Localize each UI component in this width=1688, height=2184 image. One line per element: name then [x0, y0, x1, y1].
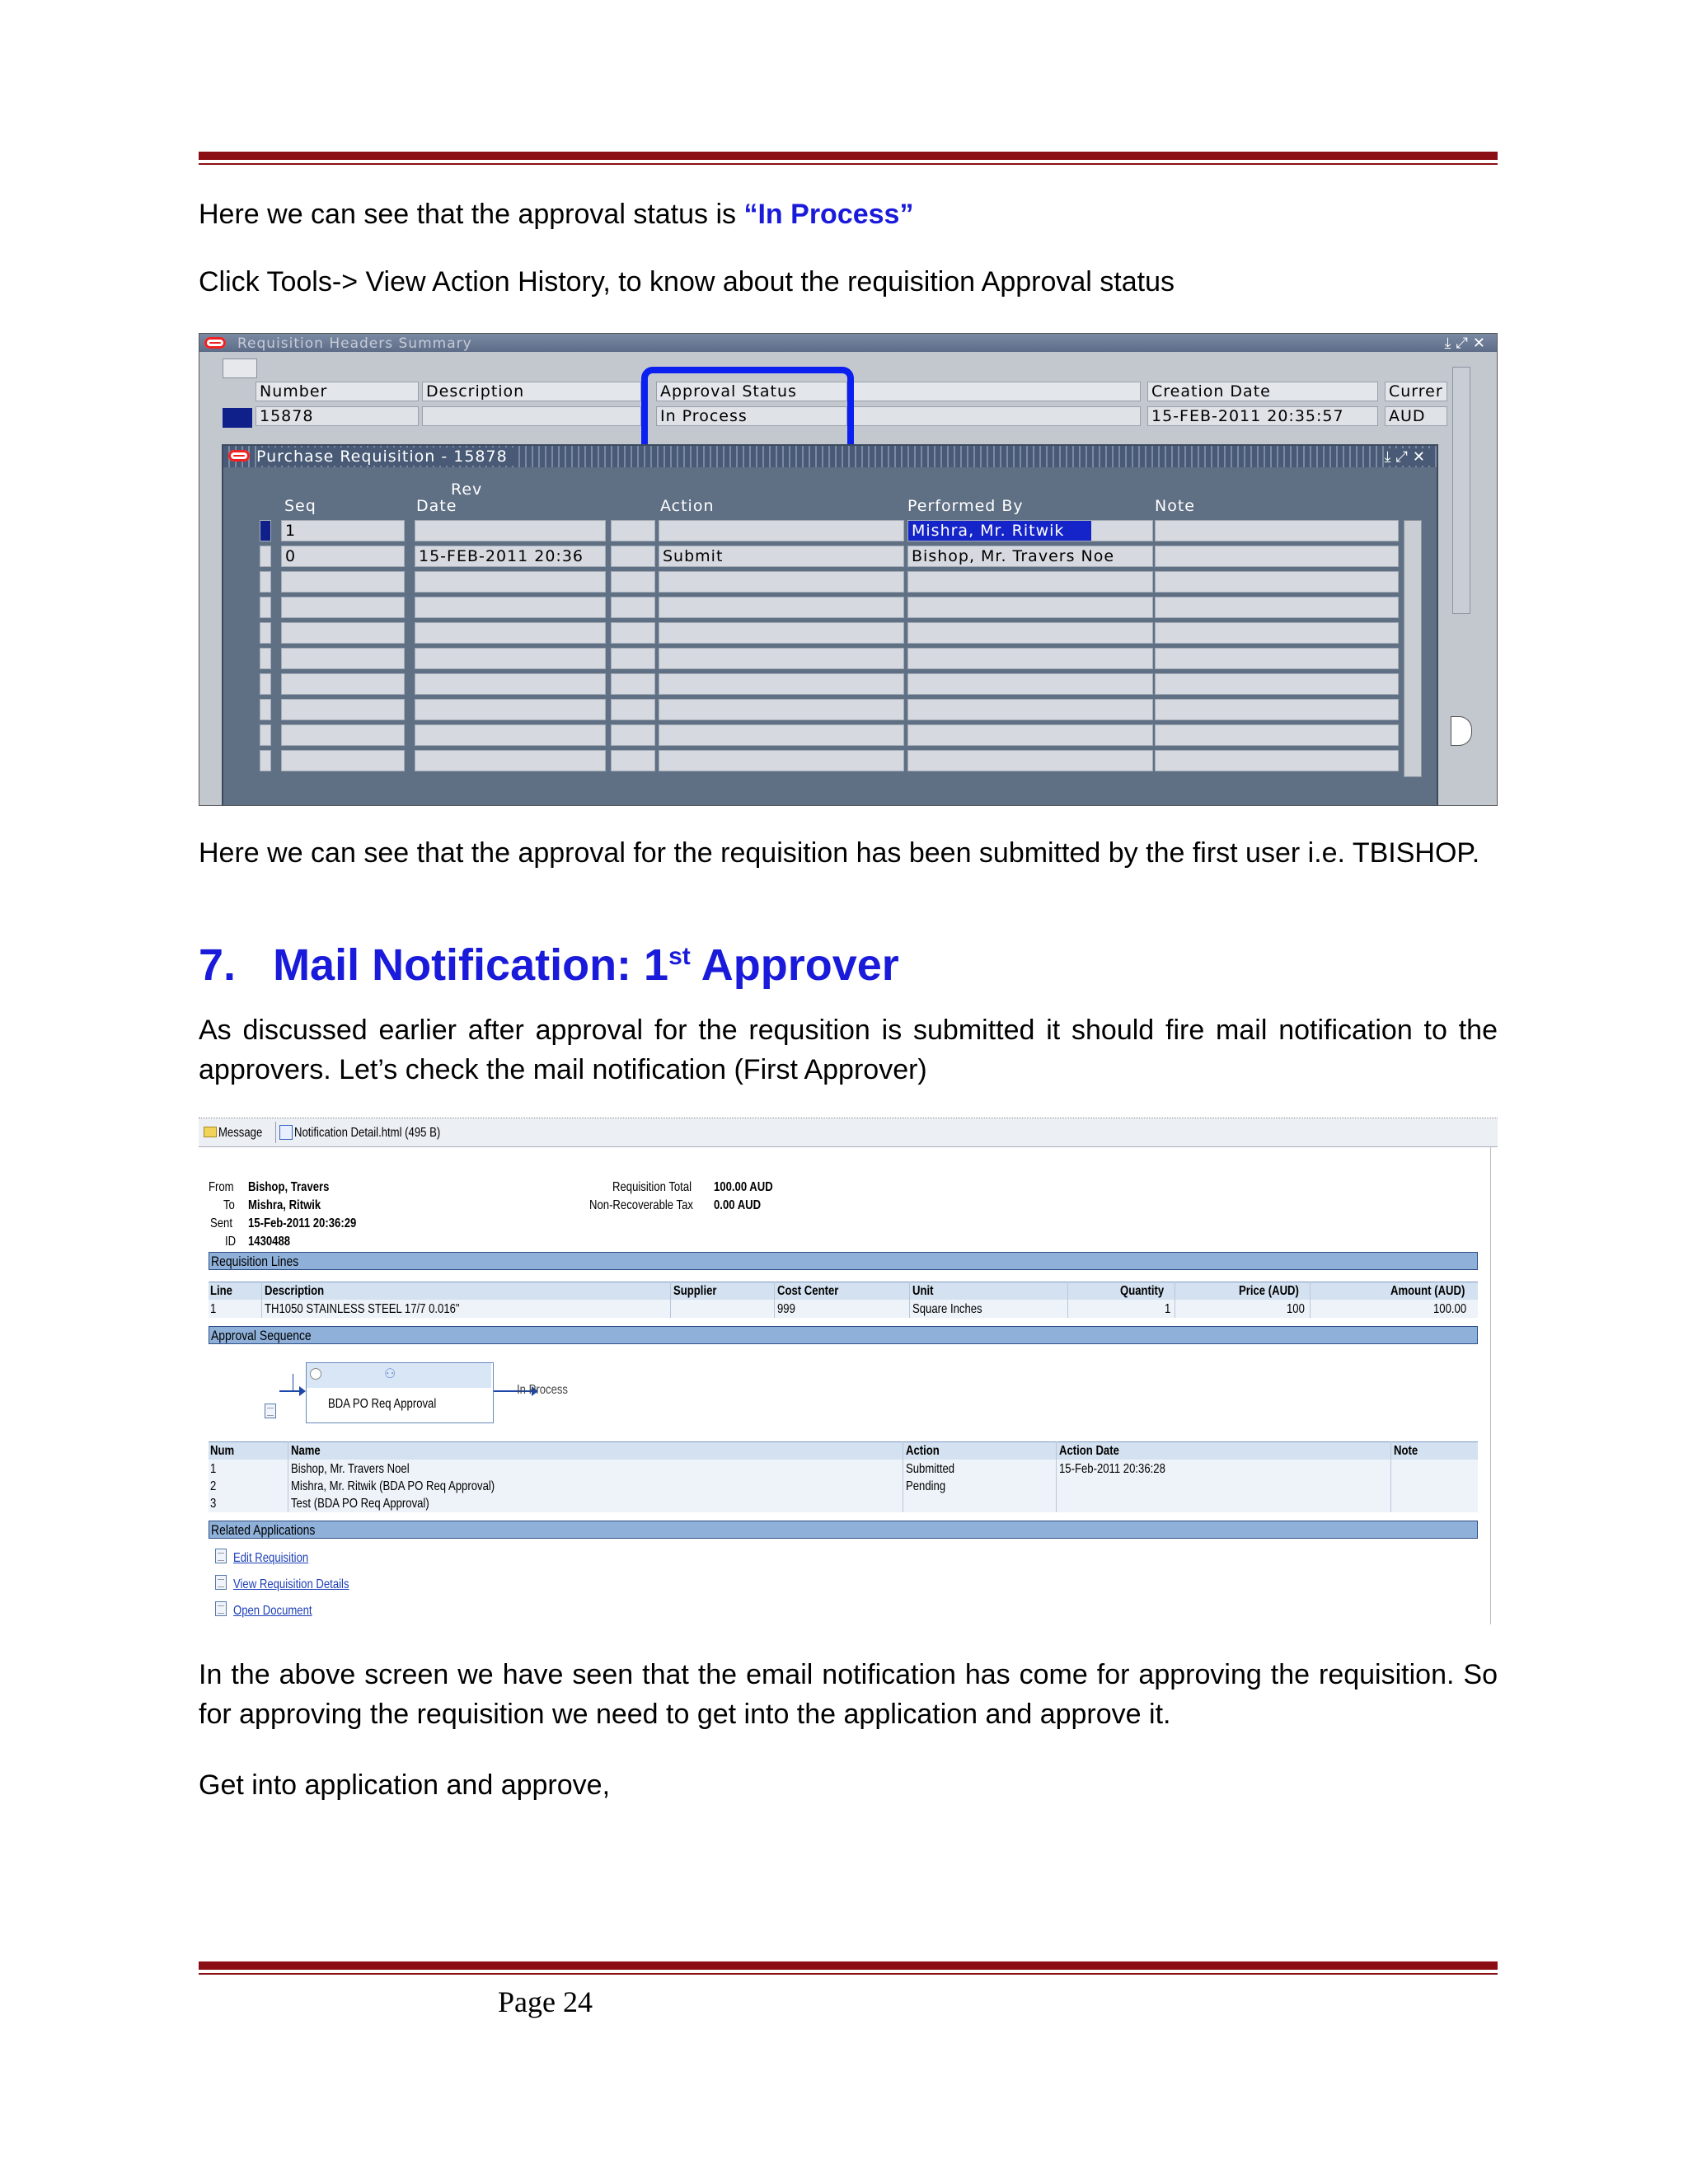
- lines-col-price: Price (AUD): [1239, 1284, 1299, 1298]
- history-cell-date[interactable]: [415, 571, 606, 593]
- view-requisition-details-link[interactable]: View Requisition Details: [233, 1577, 349, 1591]
- field-description[interactable]: [422, 406, 641, 426]
- history-cell-rev[interactable]: [611, 520, 655, 541]
- clock-icon: [310, 1368, 321, 1380]
- intro-line-1: [199, 194, 1498, 234]
- seq-cell-action: Pending: [906, 1479, 946, 1493]
- open-document-link[interactable]: Open Document: [233, 1604, 312, 1618]
- seq-cell-name: Test (BDA PO Req Approval): [291, 1497, 429, 1511]
- intro-line-2: Click Tools-> View Action History, to know about the requisition Approval status: [199, 266, 1175, 298]
- col-header-approval-status: Approval Status: [656, 382, 847, 401]
- col-divider: [1390, 1441, 1391, 1512]
- seq-cell-name: Mishra, Mr. Ritwik (BDA PO Req Approval): [291, 1479, 495, 1493]
- history-cell-performed-by[interactable]: [907, 571, 1153, 593]
- sub-window-title: Purchase Requisition - 15878: [256, 448, 518, 466]
- history-cell-action[interactable]: [659, 622, 904, 644]
- scroll-knob-icon: [1451, 716, 1472, 746]
- history-cell-rev[interactable]: [611, 571, 655, 593]
- oracle-logo-icon: [204, 337, 226, 349]
- history-cell-note[interactable]: [1155, 724, 1399, 746]
- history-cell-seq[interactable]: [281, 597, 405, 618]
- lines-cell-quantity: 1: [1165, 1302, 1171, 1316]
- history-row-selector[interactable]: [260, 546, 271, 567]
- lines-cell-unit: Square Inches: [912, 1302, 982, 1316]
- history-cell-note[interactable]: [1155, 648, 1399, 669]
- history-cell-rev[interactable]: [611, 546, 655, 567]
- field-number[interactable]: 15878: [256, 406, 419, 426]
- lines-col-quantity: Quantity: [1120, 1284, 1165, 1298]
- history-cell-date[interactable]: [415, 622, 606, 644]
- section-approval-title: Approval Sequence: [211, 1328, 312, 1343]
- para-get-into: Get into application and approve,: [199, 1769, 611, 1801]
- seq-cell-name: Bishop, Mr. Travers Noel: [291, 1462, 410, 1476]
- seq-col-name: Name: [291, 1444, 321, 1458]
- people-icon: ⚇: [384, 1367, 396, 1381]
- col-label-rev: Rev: [451, 480, 483, 499]
- history-cell-note[interactable]: [1155, 597, 1399, 618]
- tab-file[interactable]: Notification Detail.html (495 B): [294, 1126, 441, 1140]
- from-value: Bishop, Travers: [248, 1180, 330, 1194]
- id-value: 1430488: [248, 1235, 291, 1249]
- seq-cell-num: 3: [210, 1497, 217, 1511]
- oracle-forms-screenshot: [199, 333, 1498, 806]
- para-submitted: Here we can see that the approval for the requisition has been submitted by the first user i.e. TBISHOP.: [199, 837, 1480, 869]
- history-cell-note[interactable]: [1155, 673, 1399, 695]
- lines-cell-description: TH1050 STAINLESS STEEL 17/7 0.016": [265, 1302, 460, 1316]
- col-divider: [774, 1282, 775, 1318]
- history-cell-rev[interactable]: [611, 673, 655, 695]
- history-cell-action[interactable]: [659, 648, 904, 669]
- para-discussed: As discussed earlier after approval for the requsition is submitted it should fire mail notification to the approvers. Let’s check the mail notification (First Approver): [199, 1015, 1498, 1085]
- history-cell-date[interactable]: [415, 750, 606, 771]
- history-cell-rev[interactable]: [611, 648, 655, 669]
- seq-cell-action: Submitted: [906, 1462, 955, 1476]
- history-cell-date[interactable]: [415, 597, 606, 618]
- html-file-icon: [279, 1125, 293, 1140]
- seq-cell-num: 2: [210, 1479, 217, 1493]
- purchase-requisition-window: [222, 444, 1438, 806]
- history-row-selector[interactable]: [260, 724, 271, 746]
- col-divider: [1067, 1282, 1068, 1318]
- history-cell-seq[interactable]: [281, 724, 405, 746]
- history-cell-note[interactable]: [1155, 520, 1399, 541]
- row-selector[interactable]: [223, 408, 252, 428]
- sent-label: Sent: [210, 1216, 232, 1230]
- history-cell-note[interactable]: [1155, 546, 1399, 567]
- history-cell-date[interactable]: [415, 520, 606, 541]
- history-cell-seq[interactable]: 0: [281, 546, 405, 567]
- lines-col-description: Description: [265, 1284, 325, 1298]
- forms-titlebar: [199, 334, 1497, 352]
- section-related-title: Related Applications: [211, 1522, 316, 1538]
- approval-status-label: In Process: [517, 1383, 568, 1397]
- heading-text: Mail Notification: 1: [273, 940, 669, 990]
- right-border: [1490, 1146, 1491, 1624]
- history-cell-performed-by[interactable]: Mishra, Mr. Ritwik: [907, 520, 1153, 541]
- section-lines-title: Requisition Lines: [211, 1254, 299, 1269]
- status-highlight: “In Process”: [743, 199, 914, 230]
- history-cell-date[interactable]: [415, 648, 606, 669]
- seq-cell-action-date: 15-Feb-2011 20:36:28: [1059, 1462, 1165, 1476]
- seq-col-action-date: Action Date: [1059, 1444, 1119, 1458]
- field-currency[interactable]: AUD: [1385, 406, 1447, 426]
- history-row-selector[interactable]: [260, 750, 271, 771]
- tab-divider: [275, 1122, 276, 1143]
- page-number: Page 24: [498, 1985, 593, 2018]
- history-cell-note[interactable]: [1155, 622, 1399, 644]
- main-scrollbar[interactable]: [1452, 367, 1470, 614]
- tab-message[interactable]: Message: [218, 1126, 263, 1140]
- section-heading: [199, 940, 899, 991]
- field-approval-status[interactable]: In Process: [656, 406, 847, 426]
- from-label: From: [209, 1180, 234, 1194]
- heading-sup: st: [668, 943, 691, 970]
- col-divider: [1310, 1282, 1311, 1318]
- document-icon: [215, 1575, 227, 1590]
- to-value: Mishra, Ritwik: [248, 1198, 321, 1212]
- sub-titlebar: [223, 446, 1437, 467]
- history-cell-rev[interactable]: [611, 622, 655, 644]
- seq-col-num: Num: [210, 1444, 235, 1458]
- history-cell-seq[interactable]: [281, 571, 405, 593]
- history-cell-seq[interactable]: [281, 673, 405, 695]
- seq-col-note: Note: [1394, 1444, 1418, 1458]
- col-header-currency: Currer: [1385, 382, 1447, 401]
- col-label-date: Date: [416, 497, 457, 515]
- history-cell-rev[interactable]: [611, 597, 655, 618]
- edit-requisition-link[interactable]: Edit Requisition: [233, 1551, 309, 1565]
- col-header-creation-date: Creation Date: [1147, 382, 1378, 401]
- seq-header-row: [209, 1441, 1478, 1460]
- history-cell-performed-by[interactable]: [907, 699, 1153, 720]
- history-cell-date[interactable]: [415, 724, 606, 746]
- history-cell-performed-by[interactable]: [907, 750, 1153, 771]
- lines-cell-cost-center: 999: [777, 1302, 795, 1316]
- col-divider: [1056, 1441, 1057, 1512]
- history-cell-performed-by[interactable]: [907, 597, 1153, 618]
- envelope-icon: [204, 1127, 217, 1137]
- col-divider: [261, 1282, 262, 1318]
- history-cell-note[interactable]: [1155, 571, 1399, 593]
- field-creation-date[interactable]: 15-FEB-2011 20:35:57: [1147, 406, 1378, 426]
- history-cell-date[interactable]: 15-FEB-2011 20:36: [415, 546, 606, 567]
- col-divider: [670, 1282, 671, 1318]
- id-label: ID: [225, 1235, 237, 1249]
- req-total-value: 100.00 AUD: [714, 1180, 773, 1194]
- history-cell-rev[interactable]: [611, 699, 655, 720]
- para-above: In the above screen we have seen that the email notification has come for approving the requisition. So for approving the requisition we need to get into the application and approve it.: [199, 1659, 1498, 1730]
- sent-value: 15-Feb-2011 20:36:29: [248, 1216, 357, 1230]
- history-cell-action[interactable]: [659, 520, 904, 541]
- history-cell-action[interactable]: [659, 597, 904, 618]
- history-cell-performed-by[interactable]: [907, 724, 1153, 746]
- col-label-performed-by: Performed By: [907, 497, 1024, 515]
- history-cell-action[interactable]: [659, 724, 904, 746]
- history-cell-performed-by[interactable]: [907, 622, 1153, 644]
- history-cell-action[interactable]: [659, 571, 904, 593]
- history-cell-performed-by[interactable]: [907, 648, 1153, 669]
- history-row-selector[interactable]: [260, 520, 271, 541]
- history-cell-date[interactable]: [415, 673, 606, 695]
- tax-label: Non-Recoverable Tax: [589, 1198, 693, 1212]
- lines-cell-price: 100: [1287, 1302, 1305, 1316]
- approval-box-label: BDA PO Req Approval: [328, 1397, 437, 1411]
- tax-value: 0.00 AUD: [714, 1198, 762, 1212]
- to-label: To: [223, 1198, 235, 1212]
- history-row-selector[interactable]: [260, 673, 271, 695]
- history-cell-performed-by[interactable]: [907, 673, 1153, 695]
- history-cell-date[interactable]: [415, 699, 606, 720]
- history-cell-rev[interactable]: [611, 750, 655, 771]
- document-icon: [215, 1549, 227, 1563]
- history-cell-seq[interactable]: [281, 750, 405, 771]
- history-cell-rev[interactable]: [611, 724, 655, 746]
- history-cell-action[interactable]: Submit: [659, 546, 904, 567]
- history-row-selector[interactable]: [260, 597, 271, 618]
- history-scrollbar[interactable]: [1404, 520, 1422, 777]
- col-header-blank: [851, 382, 1141, 401]
- approval-box: [306, 1362, 494, 1423]
- oracle-logo-icon: [228, 450, 250, 462]
- approval-box-header: [307, 1363, 491, 1388]
- col-label-note: Note: [1155, 497, 1195, 515]
- intro-text: Here we can see that the approval status is: [199, 199, 744, 230]
- col-header-description: Description: [422, 382, 641, 401]
- col-divider: [909, 1282, 910, 1318]
- col-label-seq: Seq: [284, 497, 316, 515]
- seq-col-action: Action: [906, 1444, 940, 1458]
- forms-window-title: Requisition Headers Summary: [237, 335, 472, 352]
- section-approval-sequence: [209, 1326, 1478, 1344]
- mail-notification-screenshot: [199, 1118, 1498, 1624]
- history-cell-action[interactable]: [659, 673, 904, 695]
- section-related-applications: [209, 1521, 1478, 1539]
- footer-rule-thin: [199, 1973, 1498, 1975]
- history-cell-action[interactable]: [659, 750, 904, 771]
- window-controls-icon[interactable]: ⤓⤢✕: [1384, 448, 1430, 466]
- lines-col-cost-center: Cost Center: [777, 1284, 839, 1298]
- history-cell-action[interactable]: [659, 699, 904, 720]
- history-cell-seq[interactable]: [281, 699, 405, 720]
- document-icon: [265, 1404, 276, 1418]
- history-cell-note[interactable]: [1155, 699, 1399, 720]
- history-cell-performed-by[interactable]: Bishop, Mr. Travers Noe: [907, 546, 1153, 567]
- lines-col-line: Line: [210, 1284, 232, 1298]
- lines-col-supplier: Supplier: [673, 1284, 717, 1298]
- folder-icon[interactable]: [223, 359, 257, 378]
- heading-text-suffix: Approver: [690, 940, 899, 990]
- col-header-number: Number: [256, 382, 419, 401]
- footer-rule: [199, 1961, 1498, 1970]
- lines-col-unit: Unit: [912, 1284, 934, 1298]
- document-icon: [215, 1601, 227, 1616]
- window-controls-icon[interactable]: ⤓⤢✕: [1444, 335, 1490, 352]
- header-rule-thin: [199, 163, 1498, 165]
- lines-cell-line: 1: [210, 1302, 217, 1316]
- seq-cell-num: 1: [210, 1462, 217, 1476]
- arrow-in-head-icon: [299, 1386, 306, 1396]
- lines-cell-amount: 100.00: [1433, 1302, 1467, 1316]
- section-requisition-lines: [209, 1252, 1478, 1270]
- history-row-selector[interactable]: [260, 622, 271, 644]
- history-row-selector[interactable]: [260, 571, 271, 593]
- history-cell-note[interactable]: [1155, 750, 1399, 771]
- history-row-selector[interactable]: [260, 648, 271, 669]
- history-cell-seq[interactable]: [281, 648, 405, 669]
- heading-number: 7.: [199, 940, 237, 990]
- history-cell-seq[interactable]: 1: [281, 520, 405, 541]
- history-row-selector[interactable]: [260, 699, 271, 720]
- history-cell-seq[interactable]: [281, 622, 405, 644]
- field-blank[interactable]: [851, 406, 1141, 426]
- col-label-action: Action: [660, 497, 715, 515]
- header-rule: [199, 152, 1498, 160]
- req-total-label: Requisition Total: [612, 1180, 692, 1194]
- lines-col-amount: Amount (AUD): [1390, 1284, 1465, 1298]
